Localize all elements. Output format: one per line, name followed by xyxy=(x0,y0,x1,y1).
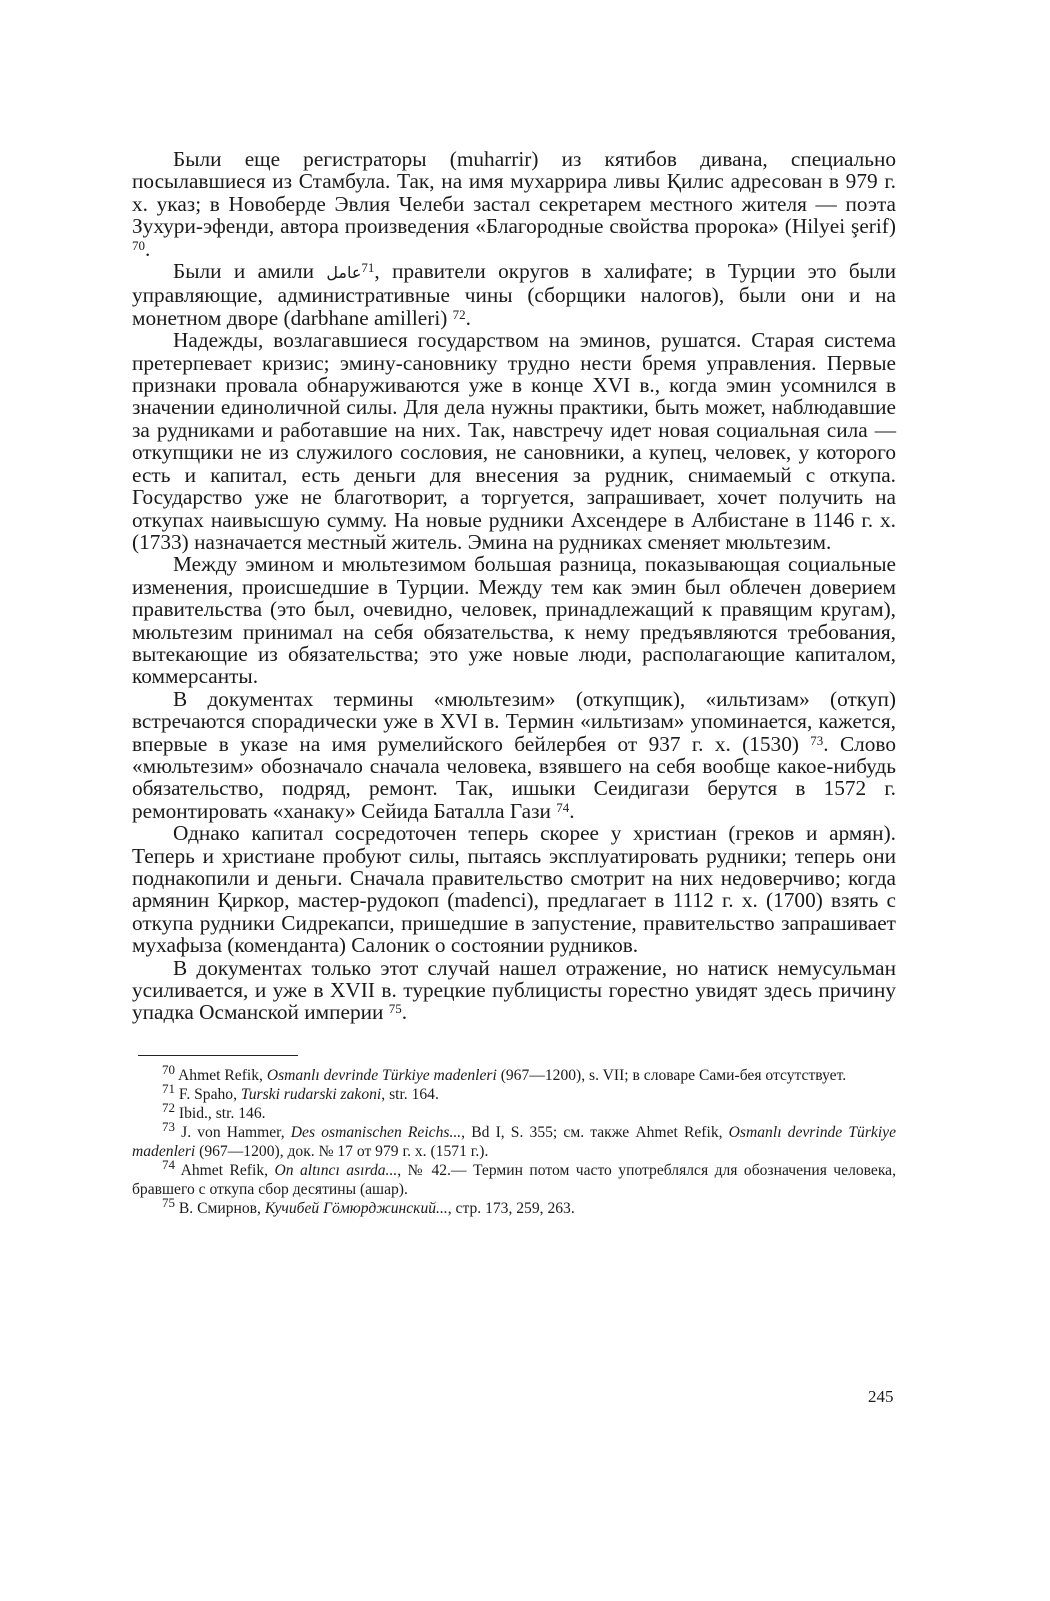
footnote-ref: 70 xyxy=(132,237,145,253)
text-run: Ahmet Refik, xyxy=(175,1066,267,1084)
footnote-ref: 70 xyxy=(162,1061,175,1077)
footnotes xyxy=(132,1061,897,1218)
italic-title: Turski rudarski zakoni xyxy=(240,1085,382,1103)
document-page xyxy=(132,148,896,1218)
text-run: . xyxy=(465,305,471,330)
footnote-ref: 75 xyxy=(162,1194,175,1210)
text-run: Ahmet Refik, xyxy=(175,1161,275,1179)
text-run: , стр. 173, 259, 263. xyxy=(447,1199,575,1217)
footnote-ref: 74 xyxy=(162,1156,175,1172)
text-run: В. Смирнов, xyxy=(175,1199,265,1217)
italic-title: Кучибей Гӧмюрджинский... xyxy=(264,1199,448,1217)
text-run: Были и амили xyxy=(173,259,327,284)
footnote xyxy=(132,1118,897,1161)
text-run: . xyxy=(401,1000,408,1025)
italic-title: On altıncı asırda... xyxy=(274,1161,398,1179)
text-run: (967—1200), s. VII; в словаре Сами-бея отсутствует. xyxy=(496,1066,847,1084)
paragraph xyxy=(132,688,896,822)
text-run: Однако капитал сосредоточен теперь скорее у христиан (греков и армян). Теперь и христиане пробуют силы, пытаясь эксплуатировать рудники; теперь они поднакопили и деньги. Сначала правительство смотрит на них недоверчиво; когда армянин Қиркор, мастер-рудокоп (madenci), предлагает в 1112 г. х. (1700) взять с откупа рудники Сидрекапси, пришедшие в запустение, правительство запрашивает мухафыза (коменданта) Салоник о состоянии рудников. xyxy=(132,821,896,958)
text-run: . xyxy=(145,236,151,261)
paragraph xyxy=(132,260,896,329)
text-run: , str. 164. xyxy=(381,1085,439,1103)
footnote xyxy=(132,1099,896,1123)
paragraph xyxy=(132,553,896,687)
italic-title: Des osmanischen Reichs... xyxy=(290,1123,462,1141)
text-run: В документах термины «мюльтезим» (откупщик), «ильтизам» (откуп) встречаются спорадически уже в XVI в. Термин «ильтизам» упоминается, кажется, впервые в указе на имя румелийского бейлербея от 937 г. х. (1530) xyxy=(132,686,896,756)
paragraph xyxy=(132,148,896,260)
paragraph xyxy=(132,329,896,553)
paragraph xyxy=(132,957,896,1024)
arabic-word: عامل xyxy=(326,263,362,283)
text-run: В документах только этот случай нашел отражение, но натиск немусульман усиливается, и уже в XVII в. турецкие публицисты горестно увидят здесь причину упадка Османской империи xyxy=(132,955,896,1025)
text-run: , правители округов в халифате; в Турции это были управляющие, административные чины (сборщики налогов), были они и на монетном дворе (darbhane amilleri) xyxy=(132,259,896,330)
page-number: 245 xyxy=(868,1387,894,1406)
footnote-divider xyxy=(138,1055,298,1056)
paragraph xyxy=(132,822,896,956)
footnote-ref: 74 xyxy=(556,799,570,815)
footnote xyxy=(132,1080,896,1104)
footnote xyxy=(132,1156,897,1199)
text-run: Надежды, возлагавшиеся государством на эминов, рушатся. Старая система претерпевает кризис; эмину-сановнику трудно нести бремя управления. Первые признаки провала обнаруживаются уже в конце XVI в., когда эмин усомнился в значении единоличной силы. Для дела нужны практики, быть может, наблюдавшие за рудниками и работавшие на них. Так, навстречу идет новая социальная сила — откупщики не из служилого сословия, не сановники, а купец, человек, у которого есть и капитал, есть деньги для внесения за рудник, снимаемый с откупа. Государство уже не благотворит, а торгуется, запрашивает, хочет получить на откупах наивысшую сумму. На новые рудники Ахсендере в Албистане в 1146 г. х. (1733) назначается местный житель. Эмина на рудниках сменяет мюльтезим. xyxy=(132,328,896,554)
text-run: , № 42.— Термин потом часто употреблялся для обозначения человека, бравшего с откупа сбор десятины (ашар). xyxy=(132,1161,897,1198)
footnote-ref: 75 xyxy=(388,1001,402,1017)
text-run: . xyxy=(569,798,575,823)
body-text xyxy=(132,148,896,1024)
footnote-ref: 73 xyxy=(810,732,824,748)
footnote xyxy=(132,1061,896,1085)
text-run: Ibid., str. 146. xyxy=(175,1104,266,1122)
text-run: Были еще регистраторы (muharrir) из кятибов дивана, специально посылавшиеся из Стамбула. Так, на имя мухаррира ливы Қилис адресован в 979 г. х. указ; в Новоберде Эвлия Челеби застал секретарем местного жителя — поэта Зухури-эфенди, автора произведения «Благородные свойства пророка» (Hilyei şerif) xyxy=(132,147,896,239)
footnote-ref: 72 xyxy=(162,1099,175,1115)
footnote-ref: 72 xyxy=(452,306,466,322)
text-run: , Bd I, S. 355; см. также Ahmet Refik, xyxy=(461,1123,729,1141)
footnote-ref: 73 xyxy=(162,1118,175,1134)
italic-title: Osmanlı devrinde Türkiye madenleri xyxy=(132,1123,897,1160)
text-run: . Слово «мюльтезим» обозначало сначала человека, взявшего на себя вообще какое-нибудь обязательство, подряд, ремонт. Так, ишыки Сеидигази берутся в 1572 г. ремонтировать «ханаку» Сейида Баталла Гази xyxy=(132,731,896,823)
text-run: Между эмином и мюльтезимом большая разница, показывающая социальные изменения, происшедшие в Турции. Между тем как эмин был облечен доверием правительства (это был, очевидно, человек, принадлежащий к правящим кругам), мюльтезим принимал на себя обязательства, к нему предъявляются требования, вытекающие из обязательства; это уже новые люди, располагающие капиталом, коммерсанты. xyxy=(132,552,896,689)
text-run: F. Spaho, xyxy=(175,1085,241,1103)
footnote xyxy=(132,1194,896,1218)
italic-title: Osmanlı devrinde Türkiye madenleri xyxy=(266,1066,497,1084)
text-run: J. von Hammer, xyxy=(175,1123,291,1141)
text-run: (967—1200), док. № 17 от 979 г. х. (1571 г.). xyxy=(195,1142,489,1160)
footnote-ref: 71 xyxy=(162,1080,175,1096)
footnote-ref: 71 xyxy=(361,260,375,276)
